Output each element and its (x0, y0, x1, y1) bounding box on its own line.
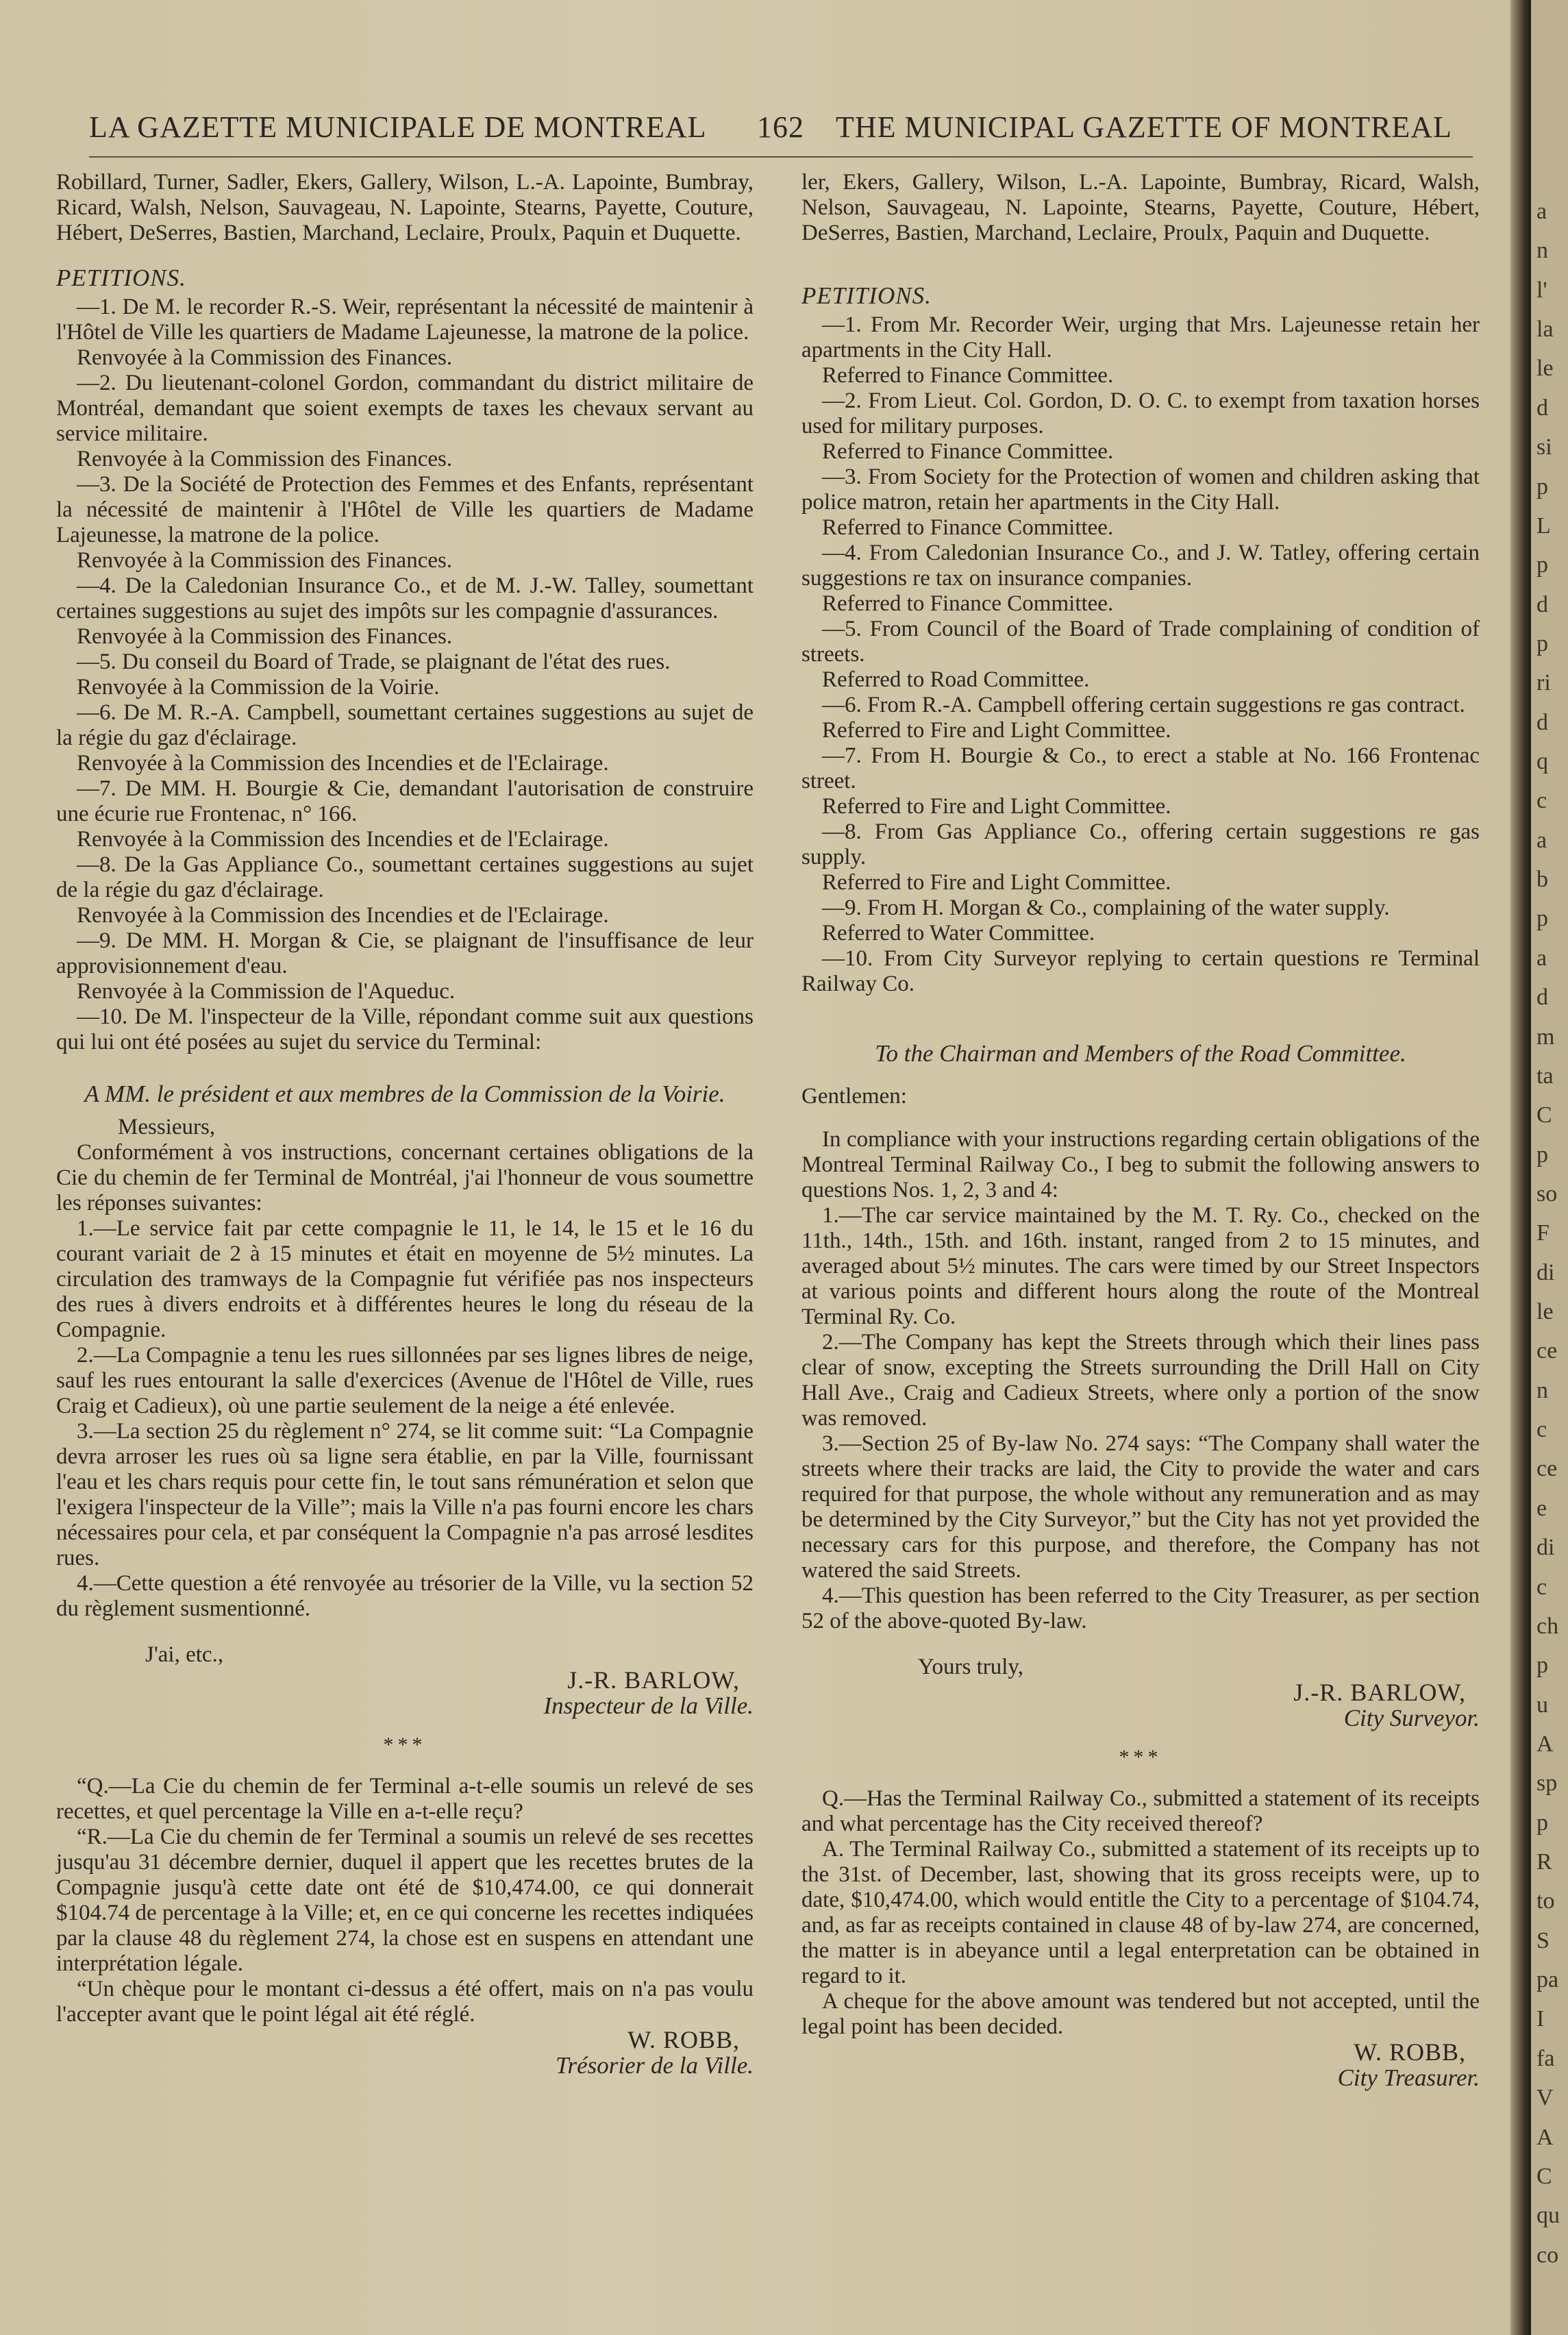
en-petition-7: —7. From H. Bourgie & Co., to erect a stable at No. 166 Frontenac street. (801, 743, 1480, 793)
fr-petition-3: —3. De la Société de Protection des Femmes et des Enfants, représentant la nécessité de maintenir à l'Hôtel de Ville les quartiers de Madame Lajeunesse, la matrone de la police. (56, 472, 754, 547)
en-petitions-heading: PETITIONS. (801, 282, 932, 309)
fr-signer-title: Inspecteur de la Ville. (543, 1692, 754, 1719)
en-treasurer-name: W. ROBB, (1354, 2038, 1466, 2066)
adjacent-page-fragment: A (1536, 2124, 1554, 2150)
adjacent-page-fragment: pa (1536, 1967, 1559, 1993)
adjacent-page-fragment: p (1536, 630, 1548, 656)
fr-letter-paragraph: Conformément à vos instructions, concernant certaines obligations de la Cie du chemin de fer Terminal de Montréal, j'ai l'honneur de vous soumettre les réponses suivantes: (56, 1140, 754, 1215)
fr-petition-7: —7. De MM. H. Bourgie & Cie, demandant l'autorisation de construire une écurie rue Frontenac, n° 166. (56, 776, 754, 826)
book-spine-shadow (1510, 0, 1531, 2335)
adjacent-page-fragment: d (1536, 395, 1548, 421)
fr-letter-address: A MM. le président et aux membres de la Commission de la Voirie. (84, 1080, 725, 1107)
adjacent-page-fragment: n (1536, 238, 1548, 264)
adjacent-page-fragment: c (1536, 1574, 1547, 1600)
en-petition-2: —2. From Lieut. Col. Gordon, D. O. C. to exempt from taxation horses used for military purposes. (801, 388, 1480, 438)
en-letter-paragraph: 2.—The Company has kept the Streets through which their lines pass clear of snow, excepting the Streets surrounding the Drill Hall on City Hall Ave., Craig and Cadieux Streets, where only a portion of the snow was removed. (801, 1330, 1480, 1431)
fr-petition-2: —2. Du lieutenant-colonel Gordon, commandant du district militaire de Montréal, demandant que soient exempts de taxes les chevaux servant au service militaire. (56, 371, 754, 446)
en-qa-paragraph: Q.—Has the Terminal Railway Co., submitted a statement of its receipts and what percentage has the City received thereof? (801, 1786, 1480, 1836)
en-petition-8: —8. From Gas Appliance Co., offering certain suggestions re gas supply. (801, 819, 1480, 869)
adjacent-page-fragment: c (1536, 788, 1547, 814)
en-letter-paragraph: 1.—The car service maintained by the M. T. Ry. Co., checked on the 11th., 14th., 15th. and 16th. instant, ranged from 2 to 15 minutes, and averaged about 5½ minutes. The cars were timed by our Street Inspectors at various points and different hours along the route of the Montreal Terminal Ry. Co. (801, 1203, 1480, 1329)
en-separator: *** (1119, 1746, 1162, 1768)
en-referral-5: Referred to Road Committee. (822, 667, 1090, 692)
adjacent-page-fragment: S (1536, 1927, 1550, 1953)
fr-letter-closing: J'ai, etc., (145, 1642, 224, 1667)
en-referral-4: Referred to Finance Committee. (822, 591, 1114, 616)
adjacent-page-fragment: fa (1536, 2045, 1555, 2071)
fr-qa-paragraph: “R.—La Cie du chemin de fer Terminal a soumis un relevé de ses recettes jusqu'au 31 décembre dernier, duquel il appert que les recettes brutes de la Compagnie jusqu'à cette date ont été de $10,474.00, ce qui donnerait $104.74 de percentage à la Ville; et, en ce qui concerne les recettes indiquées par la clause 48 du règlement 274, la chose est en suspens en attendant une interprétation légale. (56, 1825, 754, 1976)
fr-letter-greeting: Messieurs, (118, 1115, 216, 1139)
en-qa-paragraph: A. The Terminal Railway Co., submitted a statement of its receipts up to the 31st. of December, last, showing that its gross receipts were, up to date, $10,474.00, which would entitle the City to a percentage of $104.74, and, as far as receipts contained in clause 48 of by-law 274, are concerned, the matter is in abeyance until a legal enterpretation can be obtained in regard to it. (801, 1837, 1480, 1988)
en-petition-9: —9. From H. Morgan & Co., complaining of the water supply. (822, 895, 1390, 920)
fr-referral-8: Renvoyée à la Commission des Incendies et de l'Eclairage. (77, 903, 609, 928)
adjacent-page-fragment: le (1536, 356, 1554, 382)
adjacent-page-fragment: b (1536, 867, 1548, 893)
adjacent-page-fragment: di (1536, 1259, 1555, 1285)
en-qa-paragraph: A cheque for the above amount was tendered but not accepted, until the legal point has been decided. (801, 1989, 1480, 2039)
en-letter-paragraph: 4.—This question has been referred to the City Treasurer, as per section 52 of the above-quoted By-law. (801, 1583, 1480, 1633)
adjacent-page-fragment: p (1536, 906, 1548, 932)
fr-referral-5: Renvoyée à la Commission de la Voirie. (77, 675, 440, 700)
adjacent-page-fragment: p (1536, 473, 1548, 499)
fr-petition-6: —6. De M. R.-A. Campbell, soumettant certaines suggestions au sujet de la régie du gaz d'éclairage. (56, 700, 754, 750)
adjacent-page-fragment: a (1536, 945, 1547, 971)
adjacent-page-fragment: ta (1536, 1063, 1554, 1089)
en-treasurer-title: City Treasurer. (1337, 2064, 1480, 2091)
adjacent-page-fragment: F (1536, 1220, 1550, 1246)
adjacent-page-fragment: A (1536, 1731, 1554, 1757)
adjacent-page-fragment: L (1536, 512, 1551, 539)
en-letter-paragraph: In compliance with your instructions regarding certain obligations of the Montreal Terminal Railway Co., I beg to submit the following answers to questions Nos. 1, 2, 3 and 4: (801, 1127, 1480, 1202)
adjacent-page-fragment: u (1536, 1692, 1548, 1718)
adjacent-page-fragment: m (1536, 1024, 1555, 1050)
french-column (56, 170, 754, 2078)
en-petition-6: —6. From R.-A. Campbell offering certain suggestions re gas contract. (822, 693, 1465, 717)
en-referral-1: Referred to Finance Committee. (822, 363, 1114, 388)
fr-qa-paragraph: “Un chèque pour le montant ci-dessus a été offert, mais on n'a pas voulu l'accepter avant que le point légal ait été réglé. (56, 1977, 754, 2027)
adjacent-page-fragment: p (1536, 552, 1548, 578)
adjacent-page-fragment: C (1536, 2163, 1552, 2189)
fr-petition-5: —5. Du conseil du Board of Trade, se plaignant de l'état des rues. (77, 650, 671, 674)
adjacent-page-fragment: ri (1536, 670, 1551, 696)
adjacent-page-fragment: I (1536, 2006, 1545, 2032)
adjacent-page-fragment: so (1536, 1181, 1558, 1207)
fr-letter-paragraph: 2.—La Compagnie a tenu les rues sillonnées par ses lignes libres de neige, sauf les rues entourant la salle d'exercices (Avenue de l'Hôtel de Ville, rues Craig et Cadieux), où une partie seulement de la neige a été enlevée. (56, 1343, 754, 1418)
fr-referral-9: Renvoyée à la Commission de l'Aqueduc. (77, 979, 456, 1004)
adjacent-page-fragment: la (1536, 317, 1554, 343)
fr-referral-4: Renvoyée à la Commission des Finances. (77, 624, 453, 649)
fr-treasurer-title: Trésorier de la Ville. (555, 2052, 754, 2079)
fr-referral-2: Renvoyée à la Commission des Finances. (77, 447, 453, 471)
en-referral-9: Referred to Water Committee. (822, 921, 1095, 946)
en-letter-address: To the Chairman and Members of the Road Committee. (875, 1040, 1406, 1067)
adjacent-page-fragment: qu (1536, 2203, 1560, 2229)
header-rule (89, 156, 1473, 158)
adjacent-page-fragment: le (1536, 1299, 1554, 1325)
page-header (89, 110, 1480, 151)
en-letter-greeting: Gentlemen: (801, 1084, 907, 1109)
adjacent-page-fragment: d (1536, 985, 1548, 1011)
fr-referral-1: Renvoyée à la Commission des Finances. (77, 345, 453, 370)
fr-petition-10: —10. De M. l'inspecteur de la Ville, répondant comme suit aux questions qui lui ont été posées au sujet du service du Terminal: (56, 1004, 754, 1054)
adjacent-page-fragment: a (1536, 199, 1547, 224)
adjacent-page-fragment: d (1536, 709, 1548, 735)
en-referral-7: Referred to Fire and Light Committee. (822, 794, 1171, 819)
adjacent-page-fragment: a (1536, 827, 1547, 853)
fr-petition-1: —1. De M. le recorder R.-S. Weir, représentant la nécessité de maintenir à l'Hôtel de Ville les quartiers de Madame Lajeunesse, la matrone de la police. (56, 295, 754, 345)
en-signer-name: J.-R. BARLOW, (1293, 1679, 1466, 1706)
en-letter-paragraph: 3.—Section 25 of By-law No. 274 says: “The Company shall water the streets where their tracks are laid, the City to provide the water and cars required for that purpose, the whole without any remuneration and as may be determined by the City Surveyor,” but the City has not yet provided the necessary cars for this purpose, and therefore, the Company has not watered the said Streets. (801, 1431, 1480, 1583)
adjacent-page-fragment: ce (1536, 1456, 1558, 1482)
adjacent-page-fragment: q (1536, 749, 1548, 775)
fr-signer-name: J.-R. BARLOW, (567, 1666, 740, 1694)
fr-referral-3: Renvoyée à la Commission des Finances. (77, 548, 453, 573)
adjacent-page-fragment: co (1536, 2242, 1559, 2268)
header-english-title: THE MUNICIPAL GAZETTE OF MONTREAL (836, 110, 1452, 144)
fr-separator: *** (383, 1733, 427, 1756)
adjacent-page-fragment: c (1536, 1417, 1547, 1443)
fr-petitions-heading: PETITIONS. (56, 264, 186, 291)
english-column (801, 170, 1480, 2090)
en-referral-2: Referred to Finance Committee. (822, 439, 1114, 464)
adjacent-page-fragment: R (1536, 1849, 1552, 1875)
adjacent-page-fragment: C (1536, 1102, 1552, 1128)
adjacent-page-fragment: e (1536, 1495, 1547, 1521)
adjacent-page-fragment: p (1536, 1141, 1548, 1168)
en-intro: ler, Ekers, Gallery, Wilson, L.-A. Lapointe, Bumbray, Ricard, Walsh, Nelson, Sauvageau, N. Lapointe, Stearns, Payette, Couture, Hébert, DeSerres, Bastien, Marchand, Leclaire, Proulx, Paquin and Duquette. (801, 170, 1480, 245)
fr-letter-paragraph: 1.—Le service fait par cette compagnie le 11, le 14, le 15 et le 16 du courant variait de 2 à 15 minutes et était en moyenne de 5½ minutes. La circulation des tramways de la Compagnie fut vérifiée pas nos inspecteurs des rues à divers endroits et à différentes heures le long du réseau de la Compagnie. (56, 1216, 754, 1342)
adjacent-page-fragment: ch (1536, 1613, 1559, 1639)
fr-letter-paragraph: 3.—La section 25 du règlement n° 274, se lit comme suit: “La Compagnie devra arroser les rues où sa ligne sera établie, en par la Ville, fournissant l'eau et les chars requis pour cette fin, le tout sans rémunération et selon que l'exigera l'inspecteur de la Ville”; mais la Ville n'a pas fourni encore les chars nécessaires pour cela, et par conséquent la Compagnie n'a pas arrosé lesdites rues. (56, 1419, 754, 1570)
adjacent-page-fragment: di (1536, 1535, 1555, 1561)
adjacent-page-fragment: n (1536, 1377, 1548, 1403)
fr-petition-9: —9. De MM. H. Morgan & Cie, se plaignant de l'insuffisance de leur approvisionnement d'eau. (56, 928, 754, 978)
adjacent-page-fragment: l' (1536, 277, 1547, 303)
fr-referral-7: Renvoyée à la Commission des Incendies et de l'Eclairage. (77, 827, 609, 852)
en-petition-3: —3. From Society for the Protection of women and children asking that police matron, retain her apartments in the City Hall. (801, 465, 1480, 515)
adjacent-page-fragment: V (1536, 2085, 1554, 2111)
en-signer-title: City Surveyor. (1343, 1705, 1480, 1731)
en-petition-10: —10. From City Surveyor replying to certain questions re Terminal Railway Co. (801, 946, 1480, 996)
en-letter-closing: Yours truly, (918, 1655, 1024, 1679)
fr-referral-6: Renvoyée à la Commission des Incendies et de l'Eclairage. (77, 751, 609, 776)
adjacent-page-fragment: to (1536, 1888, 1555, 1914)
en-referral-3: Referred to Finance Committee. (822, 515, 1114, 540)
fr-petition-4: —4. De la Caledonian Insurance Co., et de M. J.-W. Talley, soumettant certaines suggestions au sujet des impôts sur les compagnie d'assurances. (56, 573, 754, 623)
en-referral-6: Referred to Fire and Light Committee. (822, 718, 1171, 743)
en-petition-5: —5. From Council of the Board of Trade complaining of condition of streets. (801, 617, 1480, 667)
adjacent-page-fragment: si (1536, 434, 1552, 460)
fr-petition-8: —8. De la Gas Appliance Co., soumettant certaines suggestions au sujet de la régie du gaz d'éclairage. (56, 852, 754, 902)
en-petition-1: —1. From Mr. Recorder Weir, urging that Mrs. Lajeunesse retain her apartments in the City Hall. (801, 312, 1480, 362)
fr-treasurer-name: W. ROBB, (627, 2026, 740, 2053)
adjacent-page-edge (1531, 0, 1568, 2335)
adjacent-page-fragment: d (1536, 591, 1548, 617)
adjacent-page-fragment: sp (1536, 1770, 1558, 1796)
en-petition-4: —4. From Caledonian Insurance Co., and J. W. Tatley, offering certain suggestions re tax on insurance companies. (801, 541, 1480, 591)
fr-qa-paragraph: “Q.—La Cie du chemin de fer Terminal a-t-elle soumis un relevé de ses recettes, et quel percentage la Ville en a-t-elle reçu? (56, 1774, 754, 1824)
fr-intro: Robillard, Turner, Sadler, Ekers, Gallery, Wilson, L.-A. Lapointe, Bumbray, Ricard, Walsh, Nelson, Sauvageau, N. Lapointe, Stearns, Payette, Couture, Hébert, DeSerres, Bastien, Marchand, Leclaire, Proulx, Paquin et Duquette. (56, 170, 754, 245)
fr-letter-paragraph: 4.—Cette question a été renvoyée au trésorier de la Ville, vu la section 52 du règlement susmentionné. (56, 1571, 754, 1621)
page-number: 162 (757, 110, 804, 144)
adjacent-page-fragment: ce (1536, 1338, 1558, 1364)
header-french-title: LA GAZETTE MUNICIPALE DE MONTREAL (89, 110, 707, 144)
adjacent-page-fragment: p (1536, 1809, 1548, 1836)
en-referral-8: Referred to Fire and Light Committee. (822, 870, 1171, 895)
adjacent-page-fragment: p (1536, 1653, 1548, 1679)
